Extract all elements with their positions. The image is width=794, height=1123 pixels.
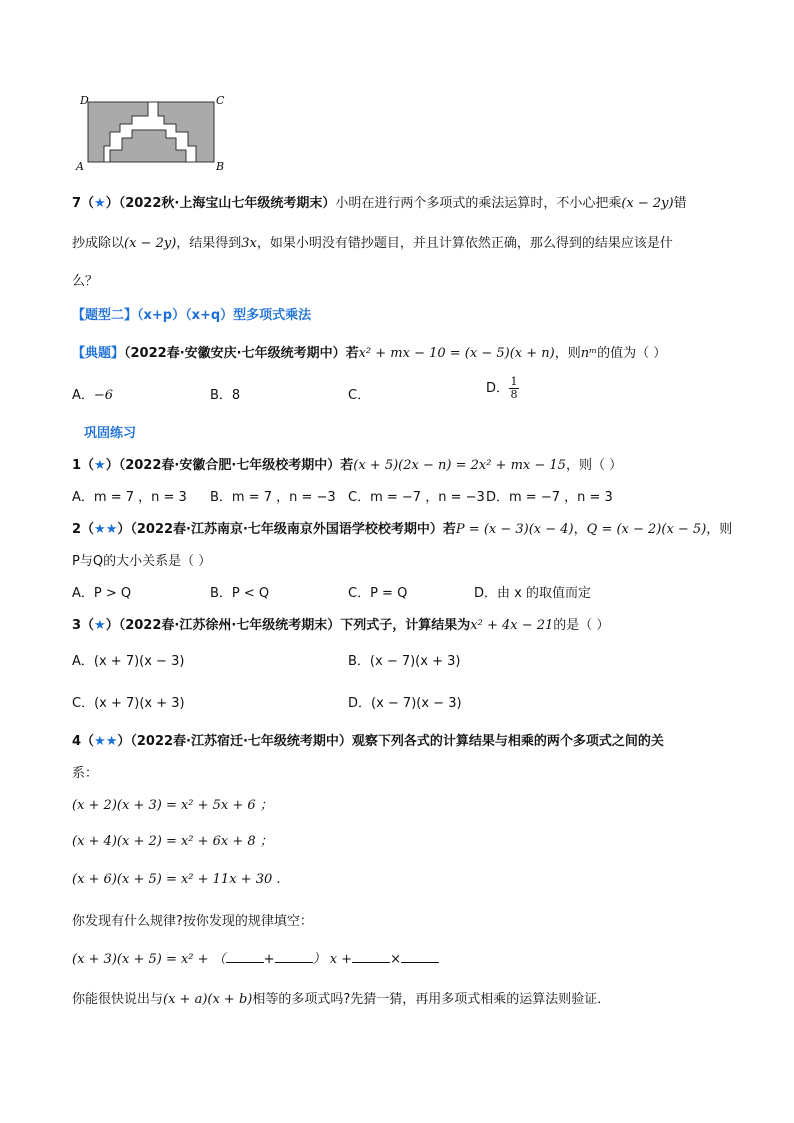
example-option-b: [210, 384, 240, 403]
example-tag: 【典题】: [72, 346, 125, 361]
p1-option-a: A．m = 7 ，n = 3: [72, 490, 187, 505]
example-end: 的值为（ ）: [597, 346, 667, 361]
p3-source: ）（2022春·江苏徐州·七年级统考期末）下列式子，计算结果为: [105, 618, 471, 633]
label-d: D: [80, 94, 89, 107]
p2-end: ，则: [706, 522, 733, 537]
q7-expr2: (x − 2y): [124, 236, 177, 251]
p1-end: ，则（ ）: [565, 458, 623, 473]
p2-num: 2（: [72, 522, 95, 537]
p4-eq2: (x + 4)(x + 2) = x² + 6x + 8 ；: [72, 834, 273, 849]
p2-option-b: B．P < Q: [210, 586, 270, 601]
denominator: 8: [510, 388, 518, 401]
p3-line: [72, 614, 609, 633]
p1-option-d: D．m = −7 ，n = 3: [486, 490, 613, 505]
p2-option-d: D．由 x 的取值而定: [474, 586, 591, 601]
p4-eq1: (x + 2)(x + 3) = x² + 5x + 6 ；: [72, 798, 273, 813]
p4-fill-line: [72, 948, 439, 967]
p4-source: ）（2022春·江苏宿迁·七年级统考期中）观察下列各式的计算结果与相乘的两个多项式之间的关: [117, 734, 664, 749]
q7-line2: [72, 232, 673, 251]
blank-2[interactable]: [275, 950, 313, 963]
p2-sep: ，: [573, 522, 587, 537]
p3-expr: x² + 4x − 21: [470, 618, 554, 633]
numerator: 1: [510, 375, 518, 388]
q7-line1: [72, 192, 687, 211]
example-option-a: [72, 384, 113, 403]
p1-line: [72, 454, 622, 473]
section-title: [72, 304, 311, 323]
example-source: （2022春·安徽安庆·七年级统考期中）若: [124, 346, 359, 361]
star-icon: ★: [94, 196, 106, 211]
example-mid: ，则: [554, 346, 581, 361]
q7-num: 7（: [72, 196, 95, 211]
p3-option-a: A．(x + 7)(x − 3): [72, 654, 185, 669]
p1-option-b: B．m = 7 ，n = −3: [210, 490, 336, 505]
label-c: C: [216, 94, 225, 107]
p2-option-a: A．P > Q: [72, 586, 132, 601]
last-expr: (x + a)(x + b): [163, 992, 253, 1007]
practice-title: 巩固练习: [84, 426, 137, 441]
last-a: 你能很快说出与: [72, 992, 164, 1007]
p1-option-c: C．m = −7 ，n = −3: [348, 490, 485, 505]
p4-last-line: [72, 988, 610, 1007]
star-icon: ★: [94, 458, 106, 473]
last-b: 相等的多项式吗?先猜一猜，再用多项式相乘的运算法则验证．: [252, 992, 611, 1007]
example-line: [72, 342, 666, 361]
q7-expr3: 3x: [241, 236, 257, 251]
p4-line1: [72, 730, 664, 749]
example-expr: x² + mx − 10 = (x − 5)(x + n): [358, 346, 555, 361]
star-icon: ★★: [94, 522, 118, 537]
p2-source: ）（2022春·江苏南京·七年级南京外国语学校校考期中）若: [117, 522, 456, 537]
p2-option-c: C．P = Q: [348, 586, 408, 601]
q7-line2-c: ，如果小明没有错抄题目，并且计算依然正确，那么得到的结果应该是什: [256, 236, 673, 251]
opt-label: A．: [72, 388, 94, 403]
example-option-d: [486, 376, 519, 401]
p4-num: 4（: [72, 734, 95, 749]
fill-expr: (x + 3)(x + 5) = x² + （: [72, 952, 226, 967]
staircase-svg: [76, 94, 236, 174]
p2-expr2: Q = (x − 2)(x − 5): [586, 522, 707, 537]
blank-3[interactable]: [352, 950, 390, 963]
blank-4[interactable]: [401, 950, 439, 963]
q7-line3: 么？: [72, 274, 99, 289]
p4-line2: 系：: [72, 766, 99, 781]
q7-line2-a: 抄成除以: [72, 236, 125, 251]
p4-eq3: (x + 6)(x + 5) = x² + 11x + 30 .: [72, 872, 281, 887]
p3-option-d: D．(x − 7)(x − 3): [348, 696, 462, 711]
opt-value: 8: [231, 388, 241, 403]
label-a: A: [76, 160, 84, 173]
staircase-figure: [76, 94, 236, 174]
p3-num: 3（: [72, 618, 95, 633]
opt-label: D．: [486, 381, 510, 396]
fraction: [509, 376, 519, 401]
q7-text: 小明在进行两个多项式的乘法运算时，不小心把乘: [335, 196, 622, 211]
label-b: B: [216, 160, 225, 173]
p1-expr: (x + 5)(2x − n) = 2x² + mx − 15: [353, 458, 566, 473]
q7-line2-b: ，结果得到: [176, 236, 242, 251]
p3-option-c: C．(x + 7)(x + 3): [72, 696, 185, 711]
p2-line1: [72, 518, 732, 537]
q7-source: ）（2022秋·上海宝山七年级统考期末）: [105, 196, 336, 211]
star-icon: ★★: [94, 734, 118, 749]
fill-plus: +: [263, 952, 275, 967]
p1-source: ）（2022春·安徽合肥·七年级校考期中）若: [105, 458, 354, 473]
p2-expr1: P = (x − 3)(x − 4): [455, 522, 574, 537]
q7-line1-end: 错: [673, 196, 687, 211]
p3-option-b: B．(x − 7)(x + 3): [348, 654, 461, 669]
star-icon: ★: [94, 618, 106, 633]
example-option-c: [348, 384, 370, 403]
example-expr2: nᵐ: [580, 346, 598, 361]
opt-value: −6: [93, 388, 114, 403]
p4-prompt: 你发现有什么规律?按你发现的规律填空：: [72, 914, 313, 929]
p2-line2: P与Q的大小关系是（ ）: [72, 554, 212, 569]
q7-expr1: (x − 2y): [621, 196, 674, 211]
p1-num: 1（: [72, 458, 95, 473]
p3-end: 的是（ ）: [553, 618, 610, 633]
opt-label: B．: [210, 388, 232, 403]
fill-x: ） x +: [312, 952, 353, 967]
section-subtitle: （x+p）（x+q）型多项式乘法: [137, 308, 312, 323]
section-label: 【题型二】: [72, 308, 138, 323]
blank-1[interactable]: [226, 950, 264, 963]
fill-times: ×: [390, 952, 401, 967]
opt-label: C．: [348, 388, 371, 403]
